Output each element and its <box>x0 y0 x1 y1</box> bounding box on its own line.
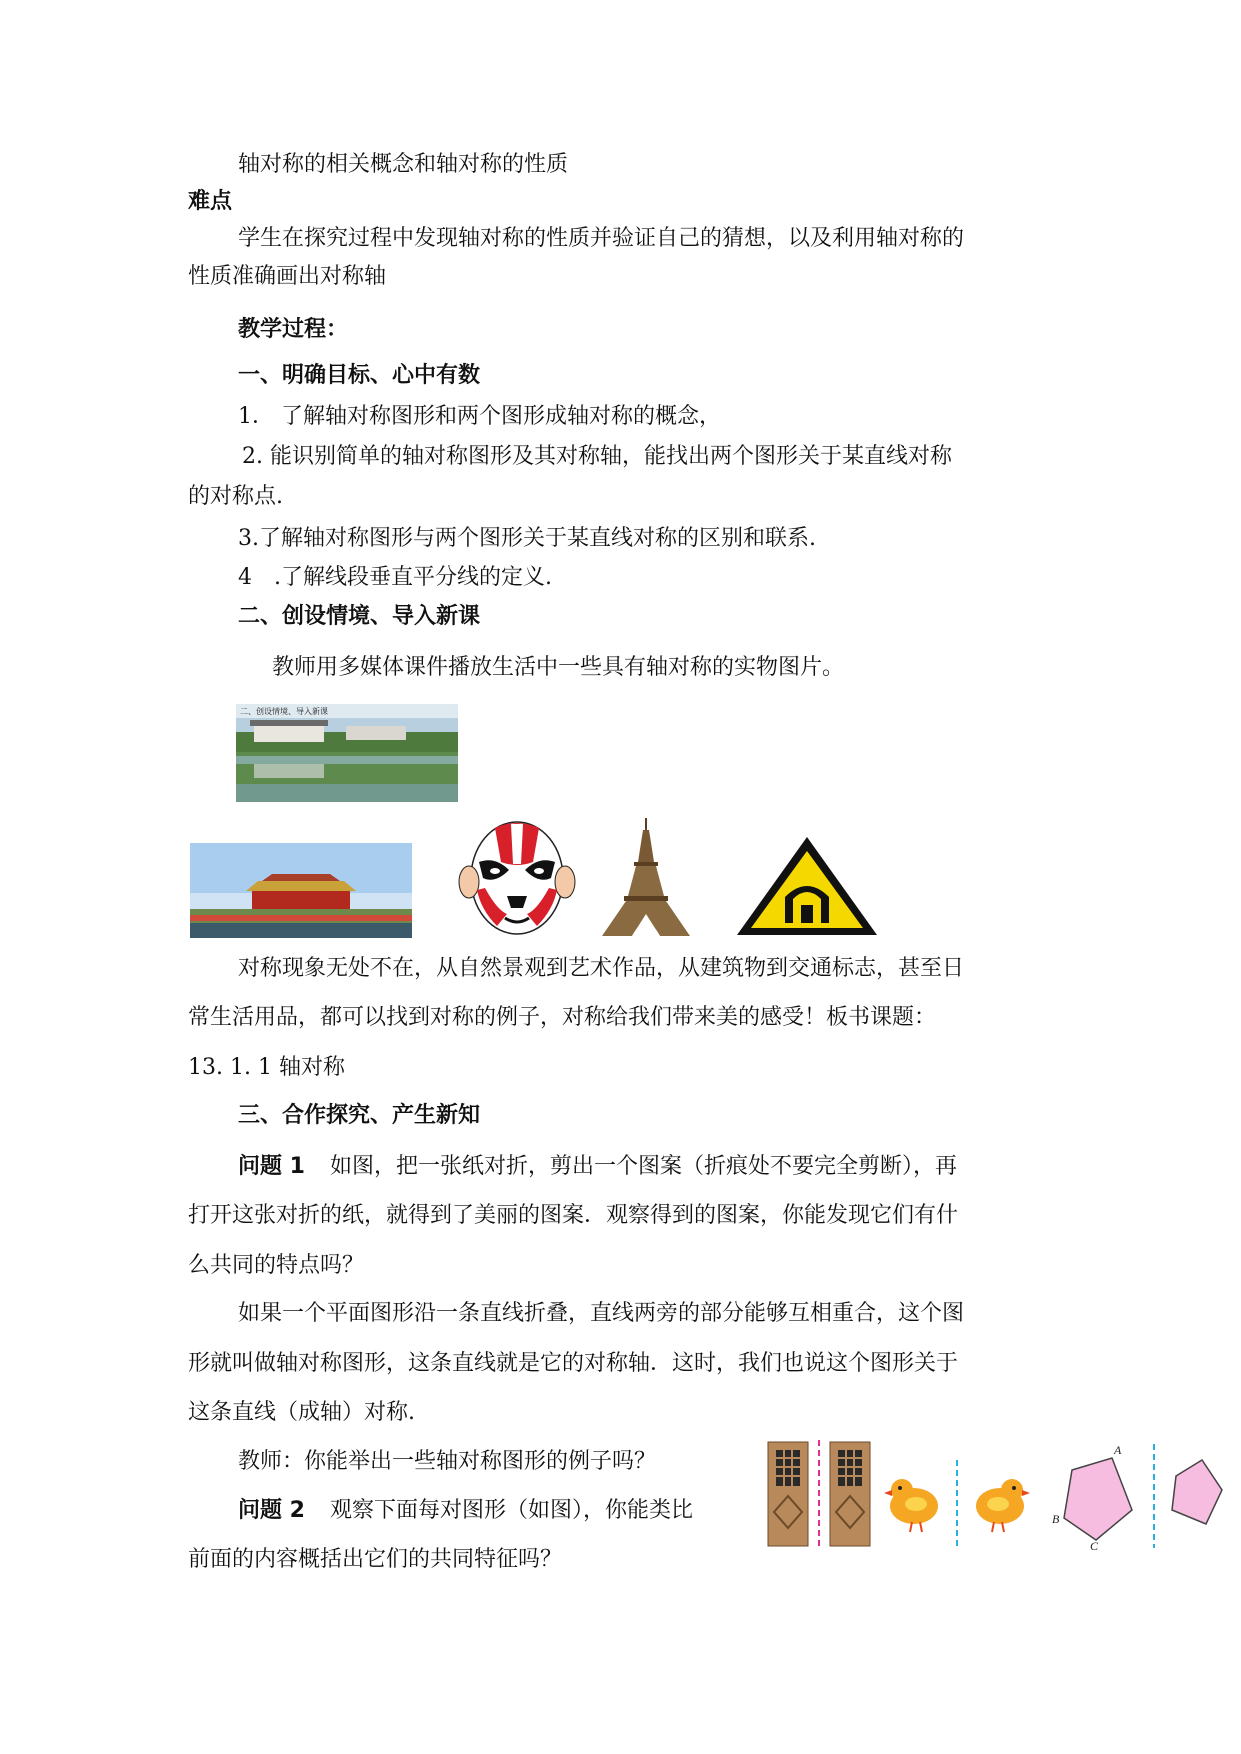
vertex-label-b: B <box>1052 1512 1060 1526</box>
text-line: 的对称点. <box>188 484 283 509</box>
vertex-label-c: C <box>1090 1539 1099 1550</box>
text-line: 么共同的特点吗？ <box>188 1253 365 1278</box>
text-line: 2. 能识别简单的轴对称图形及其对称轴，能找出两个图形关于某直线对称 <box>242 444 952 469</box>
pentagon-right <box>1172 1460 1222 1524</box>
text-line: 1． 了解轴对称图形和两个图形成轴对称的概念， <box>238 404 721 429</box>
heading-section-2: 二、创设情境、导入新课 <box>238 604 481 629</box>
text-line: 3.了解轴对称图形与两个图形关于某直线对称的区别和联系. <box>238 526 816 551</box>
lake-photo-caption: 二、创设情境、导入新课 <box>240 707 328 716</box>
door-left <box>768 1442 808 1546</box>
tunnel-warning-sign <box>735 835 879 938</box>
heading-teaching-process: 教学过程： <box>238 317 349 342</box>
text-line: 对称现象无处不在，从自然景观到艺术作品，从建筑物到交通标志，甚至日 <box>238 956 965 981</box>
chick-left <box>884 1479 938 1532</box>
question-2-label: 问题 2 <box>238 1498 305 1523</box>
heading-section-1: 一、明确目标、心中有数 <box>238 363 481 388</box>
text-line: 4 .了解线段垂直平分线的定义. <box>238 565 552 590</box>
text-line: 这条直线（成轴）对称. <box>188 1400 415 1425</box>
text-line: 常生活用品，都可以找到对称的例子，对称给我们带来美的感受！板书课题： <box>188 1005 937 1030</box>
text-line: 性质准确画出对称轴 <box>188 264 387 289</box>
door-right <box>830 1442 870 1546</box>
text-line: 前面的内容概括出它们的共同特征吗？ <box>188 1547 563 1572</box>
pentagon-pair <box>1050 1440 1230 1550</box>
text-line: 教师：你能举出一些轴对称图形的例子吗？ <box>238 1449 657 1474</box>
text-line: 形就叫做轴对称图形，这条直线就是它的对称轴．这时，我们也说这个图形关于 <box>188 1351 959 1376</box>
door-pair <box>766 1440 872 1548</box>
vertex-label-a: A <box>1114 1443 1122 1457</box>
text-line: 轴对称的相关概念和轴对称的性质 <box>238 152 569 177</box>
chick-right <box>976 1479 1030 1532</box>
eiffel-tower <box>598 818 694 938</box>
chick-pair <box>880 1460 1035 1546</box>
tiananmen-photo <box>190 843 412 938</box>
heading-section-3: 三、合作探究、产生新知 <box>238 1103 481 1128</box>
text-line: 学生在探究过程中发现轴对称的性质并验证自己的猜想，以及利用轴对称的 <box>238 226 965 251</box>
text-line: 打开这张对折的纸，就得到了美丽的图案．观察得到的图案，你能发现它们有什 <box>188 1203 959 1228</box>
lesson-title: 13. 1. 1 轴对称 <box>188 1055 345 1080</box>
question-1-label: 问题 1 <box>238 1154 305 1179</box>
opera-mask <box>455 818 579 938</box>
text-line: 教师用多媒体课件播放生活中一些具有轴对称的实物图片。 <box>272 655 845 680</box>
section-heading-difficulty: 难点 <box>188 189 233 214</box>
text-line: 观察下面每对图形（如图），你能类比 <box>330 1498 694 1523</box>
pentagon-left <box>1064 1458 1132 1540</box>
text-line: 如果一个平面图形沿一条直线折叠，直线两旁的部分能够互相重合，这个图 <box>238 1301 965 1326</box>
lake-photo <box>236 704 458 802</box>
text-line: 如图，把一张纸对折，剪出一个图案（折痕处不要完全剪断），再 <box>330 1154 958 1179</box>
